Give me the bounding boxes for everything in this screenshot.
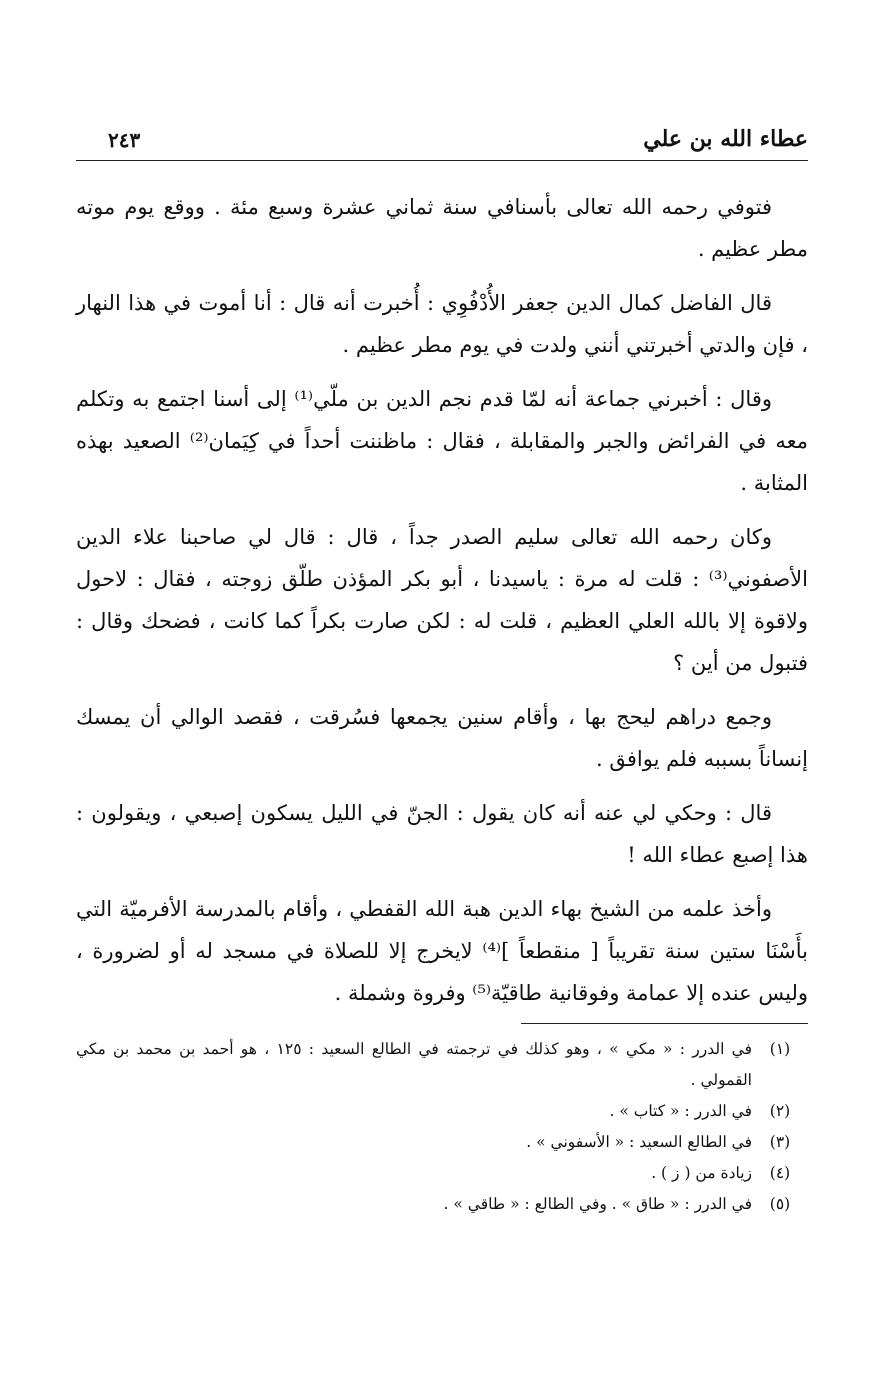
footnote: [76, 1158, 808, 1189]
footnote: [76, 1034, 808, 1096]
page-number: ٢٤٣: [108, 128, 141, 152]
paragraph: وجمع دراهم ليحج بها ، وأقام سنين يجمعها فسُرقت ، فقصد الوالي أن يمسك إنساناً بسببه فلم يوافق .: [76, 705, 808, 771]
footnote-divider: [521, 1023, 808, 1024]
footnote-number: (٥): [769, 1195, 791, 1213]
footnote: [76, 1127, 808, 1158]
footnote-text: في الدرر : « كتاب » .: [609, 1102, 752, 1120]
footnote-number: (٢): [769, 1102, 791, 1120]
paragraph: وقال : أخبرني جماعة أنه لمّا قدم نجم الدين بن ملّي⁽¹⁾ إلى أسنا اجتمع به وتكلم معه في الفرائض والجبر والمقابلة ، فقال : ماظننت أحداً في كِيَمان⁽²⁾ الصعيد بهذه المثابة .: [76, 387, 808, 495]
paragraph: قال الفاضل كمال الدين جعفر الأُدْفُوِي : أُخبرت أنه قال : أنا أموت في هذا النهار ، فإن والدتي أخبرتني أنني ولدت في يوم مطر عظيم .: [76, 291, 808, 357]
footnote-text: في الدرر : « طاق » . وفي الطالع : « طاقي » .: [443, 1195, 752, 1213]
paragraph: قال : وحكي لي عنه أنه كان يقول : الجنّ في الليل يسكون إصبعي ، ويقولون : هذا إصبع عطاء الله !: [76, 801, 808, 867]
footnote-text: في الطالع السعيد : « الأسفوني » .: [526, 1133, 752, 1151]
footnotes: [76, 1034, 808, 1220]
footnote-number: (٣): [769, 1133, 791, 1151]
footnote-number: (١): [769, 1040, 791, 1058]
header-divider: [76, 160, 808, 161]
main-text: [76, 186, 808, 1022]
paragraph: فتوفي رحمه الله تعالى بأسنافي سنة ثماني عشرة وسبع مئة . ووقع يوم موته مطر عظيم .: [76, 195, 808, 261]
paragraph: وكان رحمه الله تعالى سليم الصدر جداً ، قال : قال لي صاحبنا علاء الدين الأصفوني⁽³⁾ : قلت له مرة : ياسيدنا ، أبو بكر المؤذن طلّق زوجته ، فقال : لاحول ولاقوة إلا بالله العلي العظيم ، قلت له : لكن صارت بكراً كما كانت ، فضحك وقال : فتبول من أين ؟: [76, 525, 808, 675]
footnote-text: زيادة من ( ز ) .: [651, 1164, 752, 1182]
footnote-number: (٤): [769, 1164, 791, 1182]
paragraph: وأخذ علمه من الشيخ بهاء الدين هبة الله القفطي ، وأقام بالمدرسة الأفرميّة التي بأَسْنَا ستين سنة تقريباً [ منقطعاً ]⁽⁴⁾ لايخرج إلا للصلاة في مسجد له أو لضرورة ، وليس عنده إلا عمامة وفوقانية طاقيّة⁽⁵⁾ وفروة وشملة .: [76, 897, 809, 1005]
footnote: [76, 1096, 808, 1127]
footnote-text: في الدرر : « مكي » ، وهو كذلك في ترجمته في الطالع السعيد : ١٢٥ ، هو أحمد بن محمد بن مكي القمولي .: [76, 1040, 752, 1089]
running-header: [76, 120, 808, 160]
header-title: عطاء الله بن علي: [643, 126, 808, 152]
footnote: [76, 1189, 808, 1220]
